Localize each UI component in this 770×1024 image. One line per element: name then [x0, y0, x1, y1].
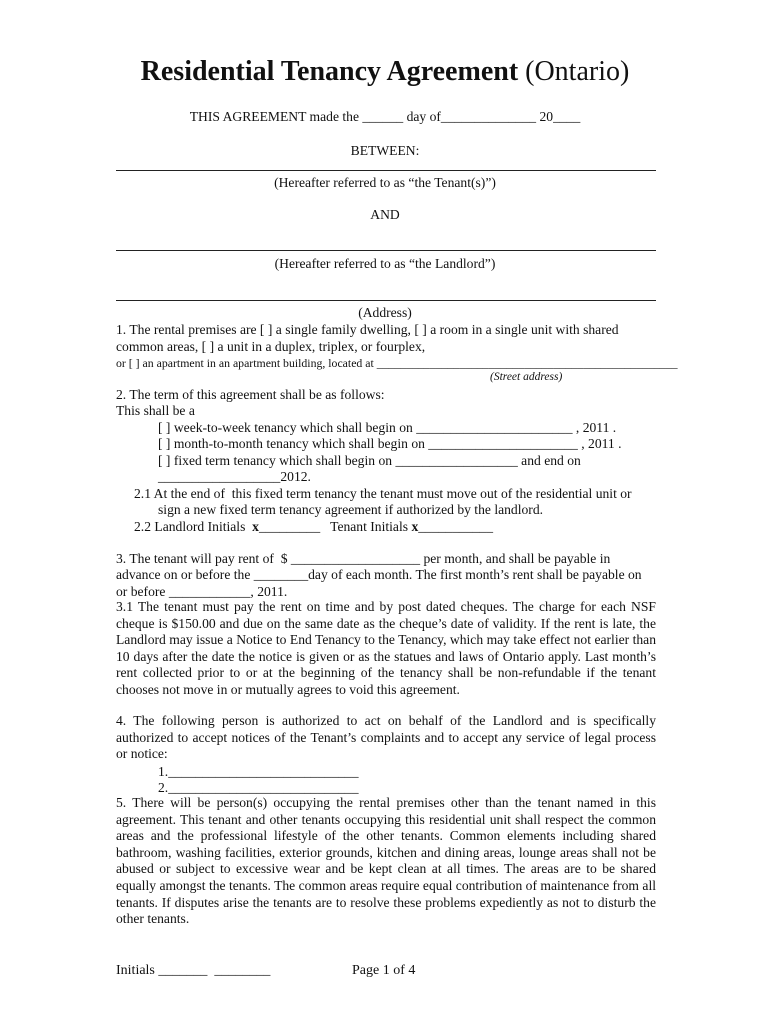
tenant-initials-blank: ___________: [418, 519, 493, 534]
title-regular: (Ontario): [518, 56, 630, 87]
clause-3-line-2: advance on or before the ________day of each month. The first month’s rent shall be payable on: [116, 567, 642, 582]
between-label: BETWEEN:: [350, 143, 420, 158]
option-month-to-month: [ ] month-to-month tenancy which shall begin on ______________________ , 2011 .: [158, 436, 622, 451]
landlord-reference: (Hereafter referred to as “the Landlord”): [274, 256, 496, 271]
tenant-name-line: [116, 170, 656, 171]
clause-2-2-initials: [134, 518, 493, 535]
clause-2-line-2: This shall be a: [116, 403, 195, 418]
landlord-initials-x: x: [252, 519, 259, 534]
clause-4-paragraph: 4. The following person is authorized to act on behalf of the Landlord and is specifically authorized to accept notices of the Tenant’s complaints and to accept any service of legal process or notice:: [116, 713, 656, 762]
option-fixed-term: [ ] fixed term tenancy which shall begin on __________________ and end on: [158, 453, 581, 468]
clause-3-line-3: or before ____________, 2011.: [116, 584, 288, 599]
authorized-person-2: 2.____________________________: [158, 780, 359, 795]
tenant-reference: (Hereafter referred to as “the Tenant(s)”): [274, 175, 496, 190]
clause-2-1-line-2: sign a new fixed term tenancy agreement if authorized by the landlord.: [158, 502, 544, 517]
address-line: [116, 300, 656, 301]
clause-3-1-paragraph: 3.1 The tenant must pay the rent on time and by post dated cheques. The charge for each NSF cheque is $150.00 and due on the same date as the cheque’s date of validity. If the rent is late, the Landlord may issue a Notice to End Tenancy to the Tenancy, which may take effect not earlier than 10 days after the date the notice is given or as the statues and laws of Ontario apply. Last month’s rent collected prior to or at the beginning of the tenancy shall be non-refundable if the tenant chooses not move in or mutually agrees to void this agreement.: [116, 599, 656, 697]
and-label: AND: [370, 207, 400, 222]
tenant-initials-x: x: [411, 519, 419, 534]
clause-3-line-1: 3. The tenant will pay rent of $ ___________________ per month, and shall be payable in: [116, 551, 611, 566]
clause-1-line-2: common areas, [ ] a unit in a duplex, triplex, or fourplex,: [116, 339, 426, 354]
document-title: [0, 54, 770, 90]
page-number: Page 1 of 4: [352, 963, 416, 978]
authorized-person-1: 1.____________________________: [158, 764, 359, 779]
option-week-to-week: [ ] week-to-week tenancy which shall begin on _______________________ , 2011 .: [158, 420, 617, 435]
agreement-date-line: THIS AGREEMENT made the ______ day of______________ 20____: [189, 109, 581, 124]
clause-5-paragraph: 5. There will be person(s) occupying the rental premises other than the tenant named in this agreement. This tenant and other tenants occupying this residential unit shall respect the common areas and the professional lifestyle of the other tenants. Common elements including shared bathroom, washing facilities, exterior grounds, kitchen and dining areas, lounge areas shall not be abused or subject to excessive wear and be kept clean at all times. The areas are to be shared equally amongst the tenants. The common areas require equal contribution of maintenance from all tenants. If disputes arise the tenants are to resolve these problems expediently as not to disturb the other tenants.: [116, 795, 656, 927]
address-label: (Address): [358, 305, 412, 320]
clause-1-line-3: or [ ] an apartment in an apartment building, located at ___________________________________________________: [116, 356, 678, 370]
title-bold: Residential Tenancy Agreement: [140, 56, 519, 87]
clause-1-line-1: 1. The rental premises are [ ] a single family dwelling, [ ] a room in a single unit with shared: [116, 322, 619, 337]
footer-initials: Initials _______ ________: [116, 963, 271, 978]
tenant-initials-label: _________ Tenant Initials: [258, 519, 412, 534]
option-fixed-term-end: __________________2012.: [158, 469, 311, 484]
street-address-note: (Street address): [490, 371, 563, 383]
clause-2-line-1: 2. The term of this agreement shall be as follows:: [116, 387, 385, 402]
clause-2-1-line-1: 2.1 At the end of this fixed term tenancy the tenant must move out of the residential unit or: [134, 486, 632, 501]
landlord-initials-label: 2.2 Landlord Initials: [134, 519, 253, 534]
landlord-name-line: [116, 250, 656, 251]
